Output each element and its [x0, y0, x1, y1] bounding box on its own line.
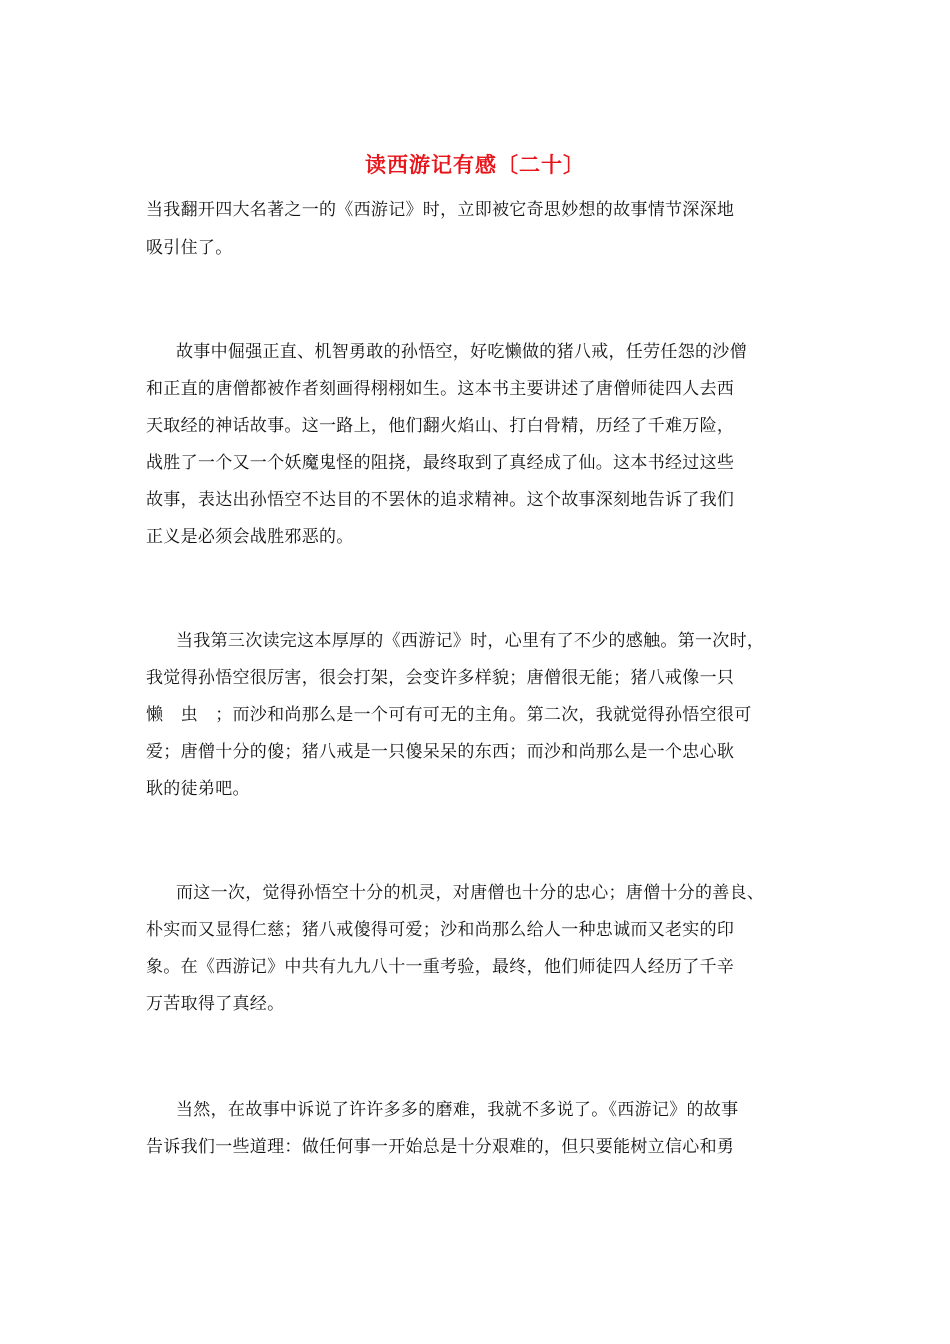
paragraph-line: 正义是必须会战胜邪恶的。	[146, 527, 354, 547]
paragraph-line: 耿的徒弟吧。	[146, 779, 250, 799]
paragraph-line: 故事中倔强正直、机智勇敢的孙悟空，好吃懒做的猪八戒，任劳任怨的沙僧	[176, 342, 747, 362]
paragraph-line: 天取经的神话故事。这一路上，他们翻火焰山、打白骨精，历经了千难万险，	[146, 416, 735, 436]
paragraph-line: 当我第三次读完这本厚厚的《西游记》时，心里有了不少的感触。第一次时，	[176, 631, 765, 651]
paragraph-line: 懒 虫 ；而沙和尚那么是一个可有可无的主角。第二次，我就觉得孙悟空很可	[146, 705, 752, 725]
paragraph-line: 万苦取得了真经。	[146, 994, 285, 1014]
paragraph-line: 战胜了一个又一个妖魔鬼怪的阻挠，最终取到了真经成了仙。这本书经过这些	[146, 453, 735, 473]
paragraph-line: 当然，在故事中诉说了许许多多的磨难，我就不多说了。《西游记》的故事	[176, 1100, 739, 1120]
document-title: 读西游记有感〔二十〕	[365, 152, 585, 177]
paragraph-line: 当我翻开四大名著之一的《西游记》时，立即被它奇思妙想的故事情节深深地	[146, 200, 735, 220]
paragraph-line: 吸引住了。	[146, 238, 233, 258]
paragraph-line: 而这一次，觉得孙悟空十分的机灵，对唐僧也十分的忠心；唐僧十分的善良、	[176, 883, 765, 903]
paragraph-line: 和正直的唐僧都被作者刻画得栩栩如生。这本书主要讲述了唐僧师徒四人去西	[146, 379, 735, 399]
paragraph-line: 朴实而又显得仁慈；猪八戒傻得可爱；沙和尚那么给人一种忠诚而又老实的印	[146, 920, 735, 940]
paragraph-line: 我觉得孙悟空很厉害，很会打架，会变许多样貌；唐僧很无能；猪八戒像一只	[146, 668, 735, 688]
paragraph-line: 故事，表达出孙悟空不达目的不罢休的追求精神。这个故事深刻地告诉了我们	[146, 490, 735, 510]
paragraph-line: 象。在《西游记》中共有九九八十一重考验，最终，他们师徒四人经历了千辛	[146, 957, 735, 977]
paragraph-line: 告诉我们一些道理：做任何事一开始总是十分艰难的，但只要能树立信心和勇	[146, 1137, 735, 1157]
paragraph-line: 爱；唐僧十分的傻；猪八戒是一只傻呆呆的东西；而沙和尚那么是一个忠心耿	[146, 742, 735, 762]
